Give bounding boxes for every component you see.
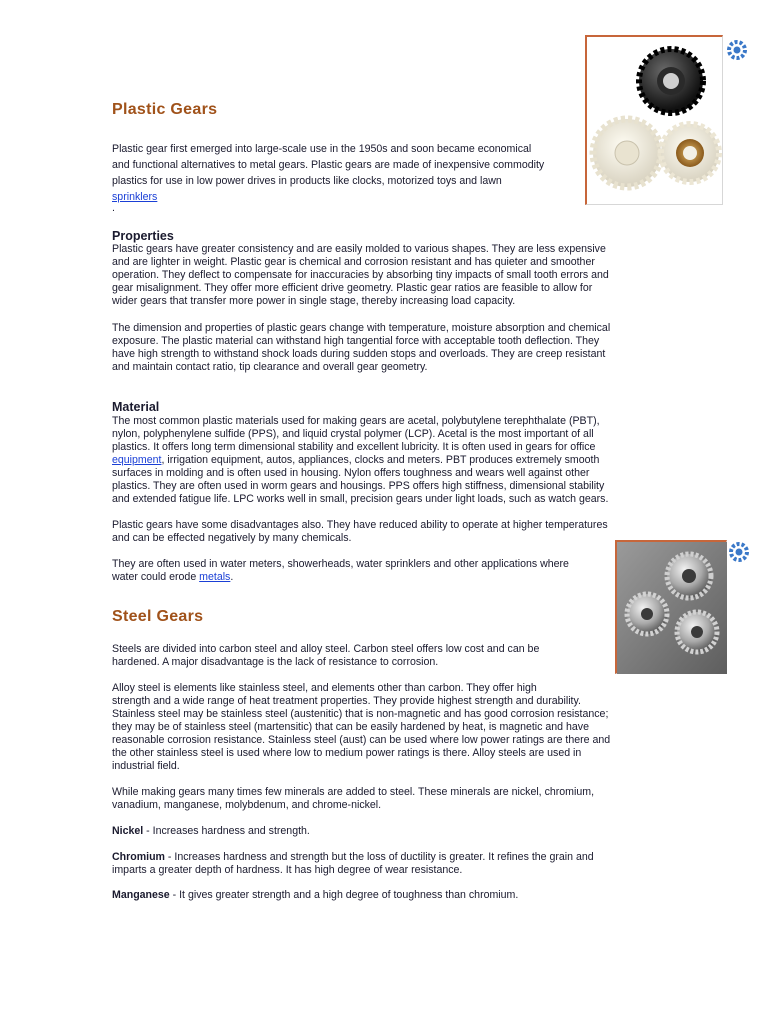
steel-paragraph-3: [112, 786, 672, 812]
steel-paragraph-1: [112, 643, 582, 669]
text-line: wider gears that transfer more power in single stage, thereby increasing load capacity.: [112, 295, 516, 307]
gear-badge-icon: [727, 540, 751, 569]
text-fragment: , irrigation equipment, autos, appliances, clocks and meters. PBT produces extremely smooth: [161, 454, 600, 466]
sprinklers-link[interactable]: sprinklers: [112, 191, 158, 203]
equipment-link[interactable]: equipment: [112, 454, 162, 466]
metals-link[interactable]: metals: [199, 571, 231, 583]
text-line: operation. They deflect to compensate for inaccuracies by absorbing tiny impacts of small tooth errors and: [112, 269, 609, 281]
manganese-entry: [112, 889, 672, 902]
text-line: and are lighter in weight. Plastic gear is chemical and corrosion resistant and has quieter and smoother: [112, 256, 595, 268]
text-line: reasonable corrosion resistance. Stainless steel (aust) can be used where low power ratings are there and: [112, 734, 611, 746]
plastic-gears-heading: Plastic Gears: [112, 101, 218, 118]
text-line: industrial field.: [112, 760, 180, 772]
text-line: plastics. It offers long term dimensional stability and excellent lubricity. It is often used in gears for office: [112, 441, 596, 453]
term-description: - Increases hardness and strength.: [143, 825, 310, 837]
material-heading: Material: [112, 400, 160, 414]
text-line: .: [112, 202, 115, 214]
text-line: plastics. They are often used in worm gears and housings. PPS offers high stiffness, dimensional stability: [112, 480, 605, 492]
steel-gears-heading: Steel Gears: [112, 608, 204, 625]
properties-paragraph-2: [112, 322, 672, 374]
text-fragment: water could erode: [112, 571, 200, 583]
plastic-gears-photo: [585, 35, 723, 205]
term-label: Nickel: [112, 825, 144, 837]
material-paragraph-2: [112, 519, 672, 545]
text-line: [112, 454, 672, 467]
text-line: Steels are divided into carbon steel and alloy steel. Carbon steel offers low cost and can be: [112, 643, 540, 655]
properties-paragraph-1: [112, 243, 672, 308]
plastic-intro: [112, 143, 582, 213]
text-line: [112, 571, 612, 584]
text-line: The most common plastic materials used for making gears are acetal, polybutylene terephthalate (PBT),: [112, 415, 600, 427]
term-description: - It gives greater strength and a high degree of toughness than chromium.: [169, 889, 519, 901]
text-line: hardened. A major disadvantage is the lack of resistance to corrosion.: [112, 656, 439, 668]
text-line: surfaces in molding and is often used in housing. Nylon offers toughness and wears well against other: [112, 467, 590, 479]
text-line: They are often used in water meters, showerheads, water sprinklers and other applications where: [112, 558, 569, 570]
nickel-entry: [112, 825, 672, 838]
properties-heading: Properties: [112, 229, 174, 243]
chromium-entry: [112, 851, 672, 877]
steel-paragraph-2: [112, 682, 672, 773]
text-line: and can be effected negatively by many chemicals.: [112, 532, 352, 544]
text-line: gear misalignment. They offer more efficient drive geometry. Plastic gear ratios are feasible to allow for: [112, 282, 593, 294]
term-description: - Increases hardness and strength but the loss of ductility is greater. It refines the grain and: [164, 851, 594, 863]
text-line: have high strength to withstand shock loads during sudden stops and overloads. They are creep resistant: [112, 348, 606, 360]
text-line: Plastic gear first emerged into large-scale use in the 1950s and soon became economical: [112, 143, 532, 155]
text-line: Alloy steel is elements like stainless steel, and elements other than carbon. They offer high: [112, 682, 537, 694]
text-line: nylon, polyphenylene sulfide (PPS), and liquid crystal polymer (LCP). Acetal is the most important of all: [112, 428, 594, 440]
text-line: and extended fatigue life. LPC works well in small, precision gears under light loads, such as watch gears.: [112, 493, 609, 505]
term-label: Chromium: [112, 851, 165, 863]
text-line: they may be of stainless steel (martensitic) that can be easily hardened by heat, is magnetic and have: [112, 721, 589, 733]
text-line: While making gears many times few minerals are added to steel. These minerals are nickel, chromium,: [112, 786, 595, 798]
text-line: and maintain contact ratio, tip clearance and overall gear geometry.: [112, 361, 428, 373]
text-line: The dimension and properties of plastic gears change with temperature, moisture absorption and chemical: [112, 322, 611, 334]
text-line: imparts a greater depth of hardness. It has high degree of wear resistance.: [112, 864, 463, 876]
text-line: strength and a wide range of heat treatment properties. They provide highest strength and durability.: [112, 695, 581, 707]
text-fragment: .: [230, 571, 234, 583]
gear-badge-icon: [725, 38, 749, 67]
text-line: Stainless steel may be stainless steel (austenitic) that is non-magnetic and has good corrosion resistance;: [112, 708, 609, 720]
text-line: plastics for use in low power drives in products like clocks, motorized toys and lawn: [112, 175, 502, 187]
term-label: Manganese: [112, 889, 170, 901]
text-line: the other stainless steel is used where low to medium power ratings is there. Alloy steels are used in: [112, 747, 582, 759]
text-line: Plastic gears have greater consistency and are easily molded to various shapes. They are less expensive: [112, 243, 606, 255]
material-paragraph-1: [112, 415, 672, 506]
text-line: exposure. The plastic material can withstand high tangential force with acceptable tooth deflection. They: [112, 335, 600, 347]
steel-gears-photo: [615, 540, 727, 674]
text-line: and functional alternatives to metal gears. Plastic gears are made of inexpensive commodity: [112, 159, 545, 171]
text-line: vanadium, manganese, molybdenum, and chrome-nickel.: [112, 799, 382, 811]
text-line: Plastic gears have some disadvantages also. They have reduced ability to operate at higher temperatures: [112, 519, 608, 531]
material-paragraph-3: [112, 558, 612, 584]
